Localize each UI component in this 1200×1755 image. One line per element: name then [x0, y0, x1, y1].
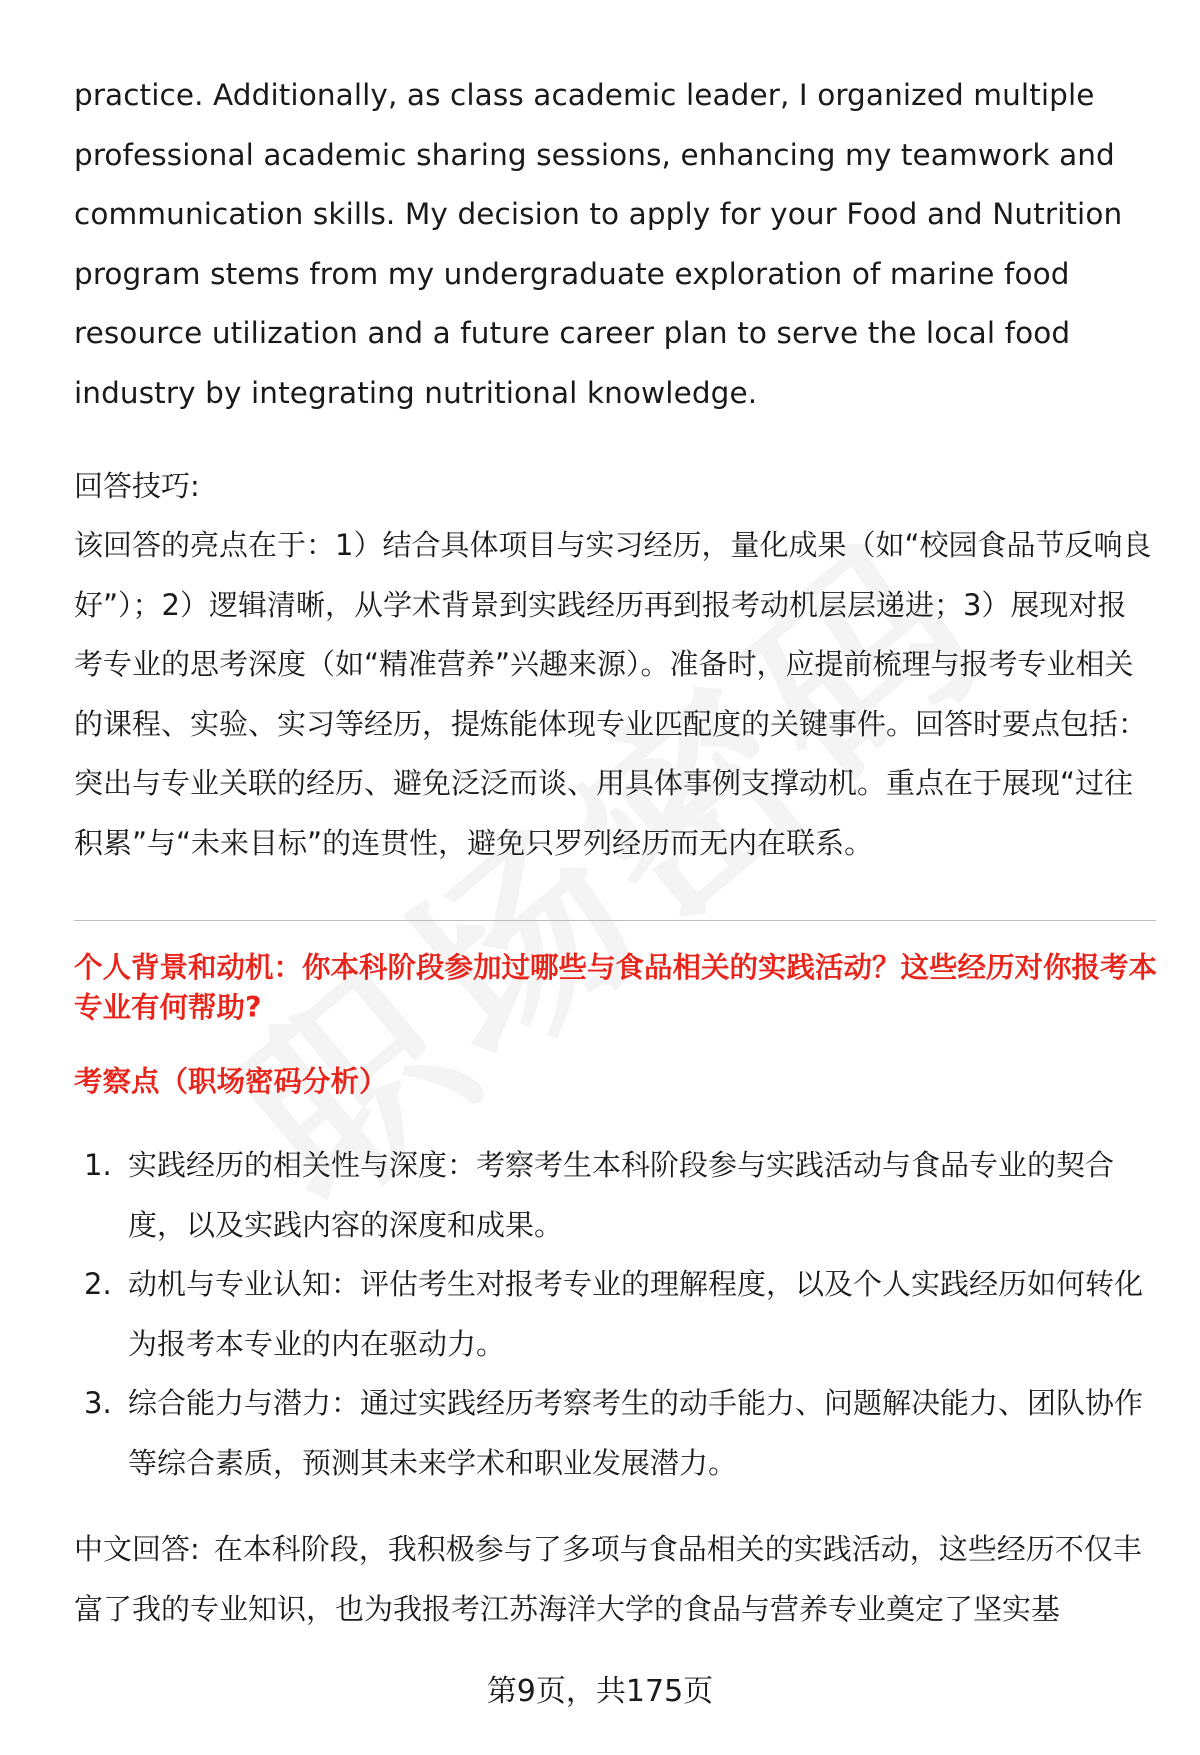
list-item-number: 1.	[84, 1148, 112, 1182]
intro-paragraph: practice. Additionally, as class academic leader, I organized multiple professional academic sharing sessions, enhancing my teamwork and communication skills. My decision to apply for your Food and Nutrition program stems from my undergraduate exploration of marine food resource utilization and a future career plan to serve the local food industry by integrating nutritional knowledge.	[74, 78, 1123, 410]
list-item-number: 2.	[84, 1267, 112, 1302]
list-item-text: 动机与专业认知：评估考生对报考专业的理解程度，以及个人实践经历如何转化为报考本专业的内在驱动力。	[128, 1267, 1144, 1361]
list-item	[74, 1255, 1156, 1374]
list-item-number: 3.	[84, 1386, 112, 1421]
tips-paragraph: 该回答的亮点在于：1）结合具体项目与实习经历，量化成果（如“校园食品节反响良好”）；2）逻辑清晰，从学术背景到实践经历再到报考动机层层递进；3）展现对报考专业的思考深度（如“精准营养”兴趣来源）。准备时，应提前梳理与报考专业相关的课程、实验、实习等经历，提炼能体现专业匹配度的关键事件。回答时要点包括：突出与专业关联的经历、避免泛泛而谈、用具体事例支撑动机。重点在于展现“过往积累”与“未来目标”的连贯性，避免只罗列经历而无内在联系。	[74, 528, 1152, 860]
answer-text: 在本科阶段，我积极参与了多项与食品相关的实践活动，这些经历不仅丰富了我的专业知识，也为我报考江苏海洋大学的食品与营养专业奠定了坚实基	[74, 1532, 1142, 1626]
tips-label: 回答技巧:	[74, 469, 200, 503]
section-divider	[74, 920, 1156, 921]
list-item	[74, 1374, 1156, 1493]
list-item	[74, 1136, 1156, 1255]
list-item-text: 实践经历的相关性与深度：考察考生本科阶段参与实践活动与食品专业的契合度，以及实践内容的深度和成果。	[128, 1148, 1115, 1242]
answer-label: 中文回答:	[74, 1532, 200, 1566]
page-number: 第9页，共175页	[486, 1674, 714, 1709]
answer-paragraph	[74, 1520, 1159, 1639]
analysis-title: 考察点（职场密码分析）	[74, 1065, 388, 1098]
list-item-text: 综合能力与潜力：通过实践经历考察考生的动手能力、问题解决能力、团队协作等综合素质，预测其未来学术和职业发展潜力。	[128, 1386, 1144, 1480]
question-title: 个人背景和动机：你本科阶段参加过哪些与食品相关的实践活动？这些经历对你报考本专业有何帮助?	[74, 951, 1158, 1024]
analysis-points	[74, 1136, 1156, 1494]
